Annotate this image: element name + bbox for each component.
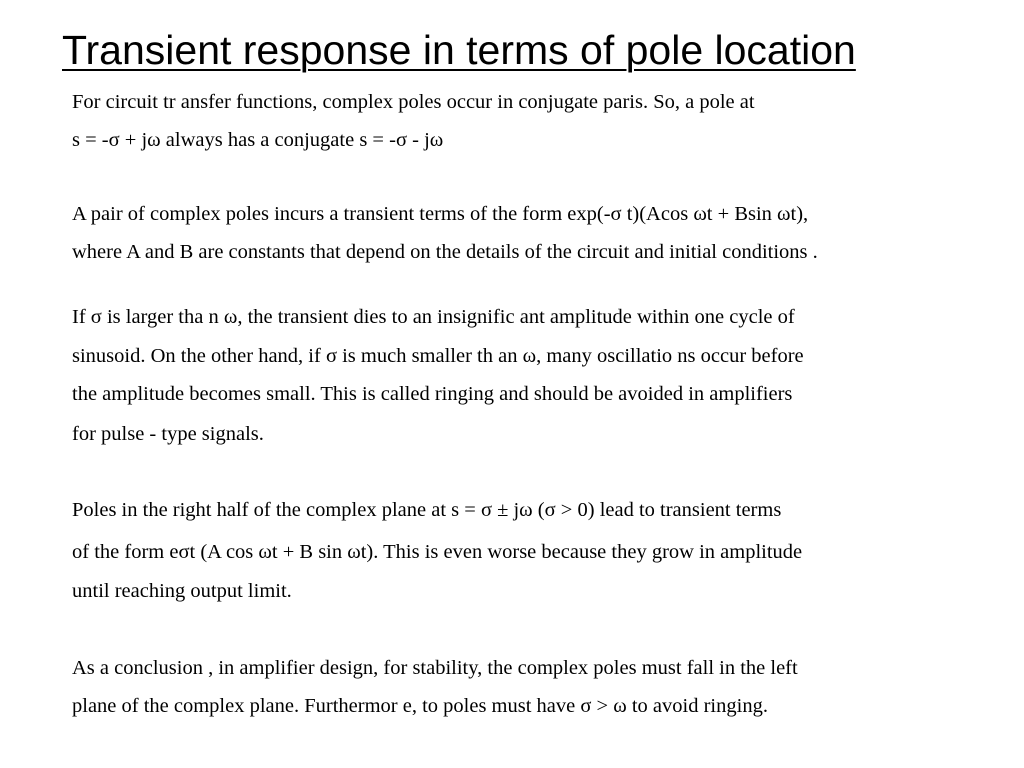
body-line-2: s = -σ + jω always has a conjugate s = -σ - jω: [72, 129, 444, 151]
body-line-7: the amplitude becomes small. This is called ringing and should be avoided in amplifiers: [72, 383, 793, 405]
body-line-13: plane of the complex plane. Furthermor e, to poles must have σ > ω to avoid ringing.: [72, 695, 768, 717]
body-line-11: until reaching output limit.: [72, 580, 292, 602]
body-line-4: where A and B are constants that depend on the details of the circuit and initial conditions .: [72, 241, 818, 263]
body-line-1: For circuit tr ansfer functions, complex poles occur in conjugate paris. So, a pole at: [72, 91, 755, 113]
body-line-9: Poles in the right half of the complex plane at s = σ ± jω (σ > 0) lead to transient terms: [72, 499, 782, 521]
body-line-5: If σ is larger tha n ω, the transient dies to an insignific ant amplitude within one cycle of: [72, 306, 795, 328]
body-line-10: of the form eσt (A cos ωt + B sin ωt). This is even worse because they grow in amplitude: [72, 541, 803, 563]
slide-title: Transient response in terms of pole location: [62, 27, 856, 73]
body-line-8: for pulse - type signals.: [72, 423, 264, 445]
body-line-12: As a conclusion , in amplifier design, for stability, the complex poles must fall in the left: [72, 657, 798, 679]
body-line-6: sinusoid. On the other hand, if σ is much smaller th an ω, many oscillatio ns occur before: [72, 345, 804, 367]
body-line-3: A pair of complex poles incurs a transient terms of the form exp(-σ t)(Acos ωt + Bsin ωt),: [72, 203, 809, 225]
